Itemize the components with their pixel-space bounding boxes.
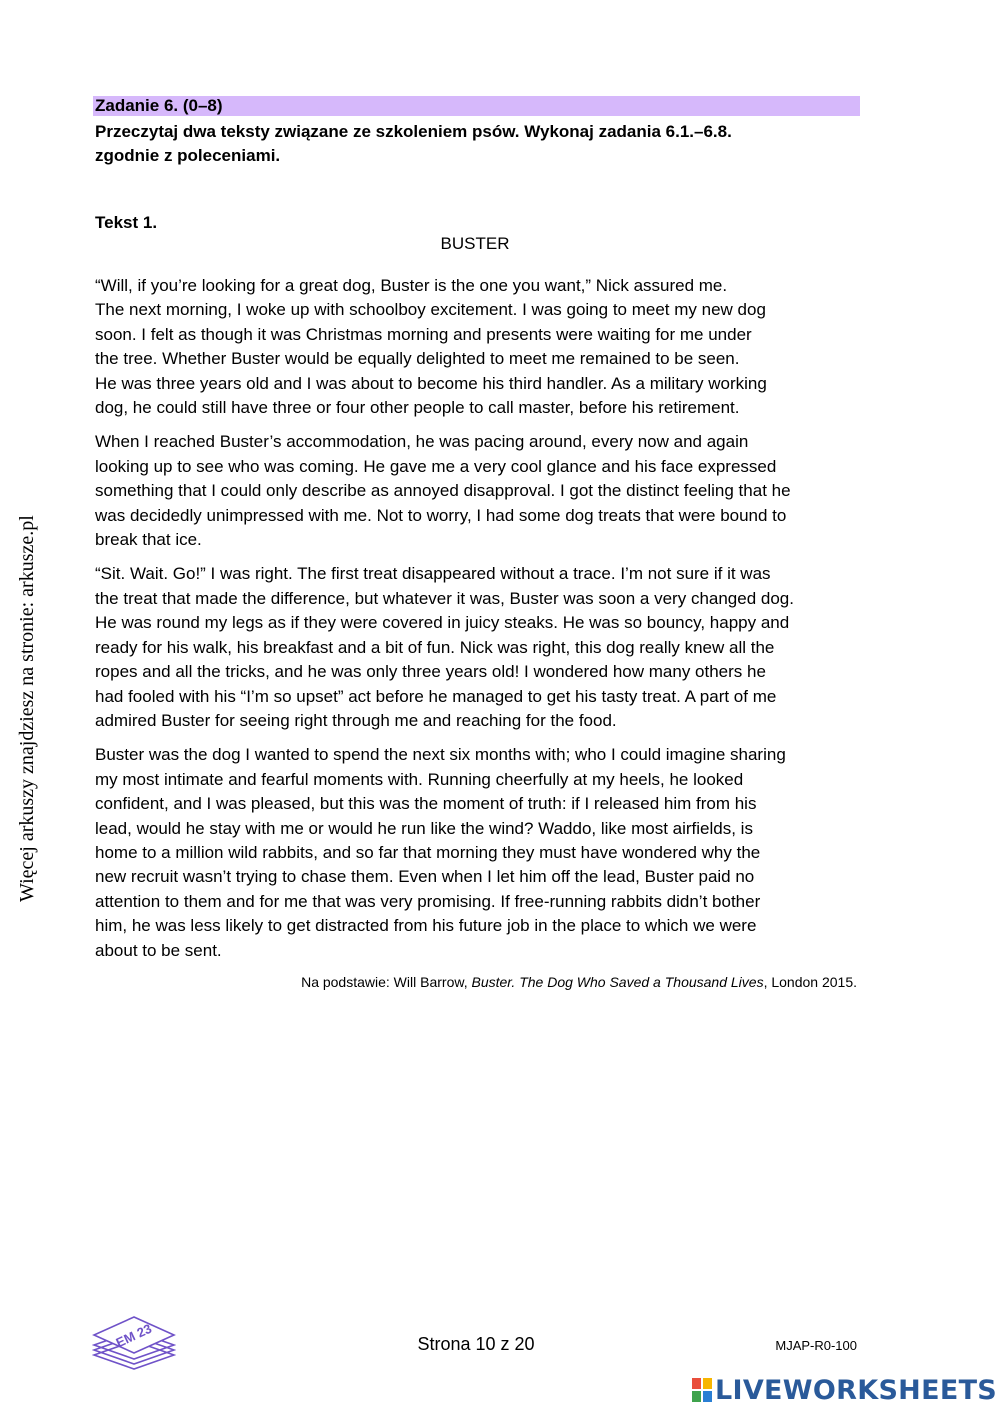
liveworksheets-brand: LIVEWORKSHEETS [715,1374,998,1406]
document-code: MJAP-R0-100 [775,1338,857,1353]
source-suffix: , London 2015. [763,974,857,990]
source-citation [301,973,857,991]
task-instruction [95,120,855,168]
text-label: Tekst 1. [95,213,158,232]
side-note: Więcej arkuszy znajdziesz na stronie: arkusze.pl [16,515,38,902]
paragraph: Buster was the dog I wanted to spend the next six months with; who I could imagine sharing my most intimate and fearful moments with. Running cheerfully at my heels, he looked confident, and I was pleased, but this was the moment of truth: if I released him from his lead, would he stay with me or would he run like the wind? Waddo, like most airfields, is home to a million wild rabbits, and so far that morning they must have wondered why the new recruit wasn’t trying to chase them. Even when I let him off the lead, Buster paid no attention to them and for me that was very promising. If free-running rabbits didn’t bother him, he was less likely to get distracted from his future job in the place to which we were about to be sent. [95,745,786,960]
page-number: Strona 10 z 20 [417,1334,535,1354]
paragraph: “Sit. Wait. Go!” I was right. The first treat disappeared without a trace. I’m not sure if it was the treat that made the difference, but whatever it was, Buster was soon a very changed dog. He was round my legs as if they were covered in juicy steaks. He was so bouncy, happy and ready for his walk, his breakfast and a bit of fun. Nick was right, this dog really knew all the ropes and all the tricks, and he was only three years old! I wondered how many others he had fooled with his “I’m so upset” act before he managed to get his tasty treat. A part of me admired Buster for seeing right through me and reaching for the food. [95,564,794,730]
instruction-line-1: Przeczytaj dwa teksty związane ze szkoleniem psów. Wykonaj zadania 6.1.–6.8. [95,122,732,141]
task-header: Zadanie 6. (0–8) [93,96,860,116]
paragraph: “Will, if you’re looking for a great dog, Buster is the one you want,” Nick assured me. The next morning, I woke up with schoolboy excitement. I was going to meet my new dog soon. I felt as though it was Christmas morning and presents were waiting for me under the tree. Whether Buster would be equally delighted to meet me remained to be seen. He was three years old and I was about to become his third handler. As a military working dog, he could still have three or four other people to call master, before his retirement. [95,276,767,418]
source-prefix: Na podstawie: Will Barrow, [301,974,472,990]
liveworksheets-watermark[interactable] [692,1374,997,1406]
liveworksheets-blocks-icon [692,1378,712,1402]
source-book-title: Buster. The Dog Who Saved a Thousand Lives [471,974,764,990]
story-body [95,274,865,973]
story-title: BUSTER [440,234,510,253]
instruction-line-2: zgodnie z poleceniami. [95,146,281,165]
logo-text: EM 23 [113,1320,154,1351]
paragraph: When I reached Buster’s accommodation, he was pacing around, every now and again looking up to see who was coming. He gave me a very cool glance and his face expressed something that I could only describe as annoyed disapproval. I got the distinct feeling that he was decidedly unimpressed with me. Not to worry, I had some dog treats that were bound to break that ice. [95,432,791,550]
